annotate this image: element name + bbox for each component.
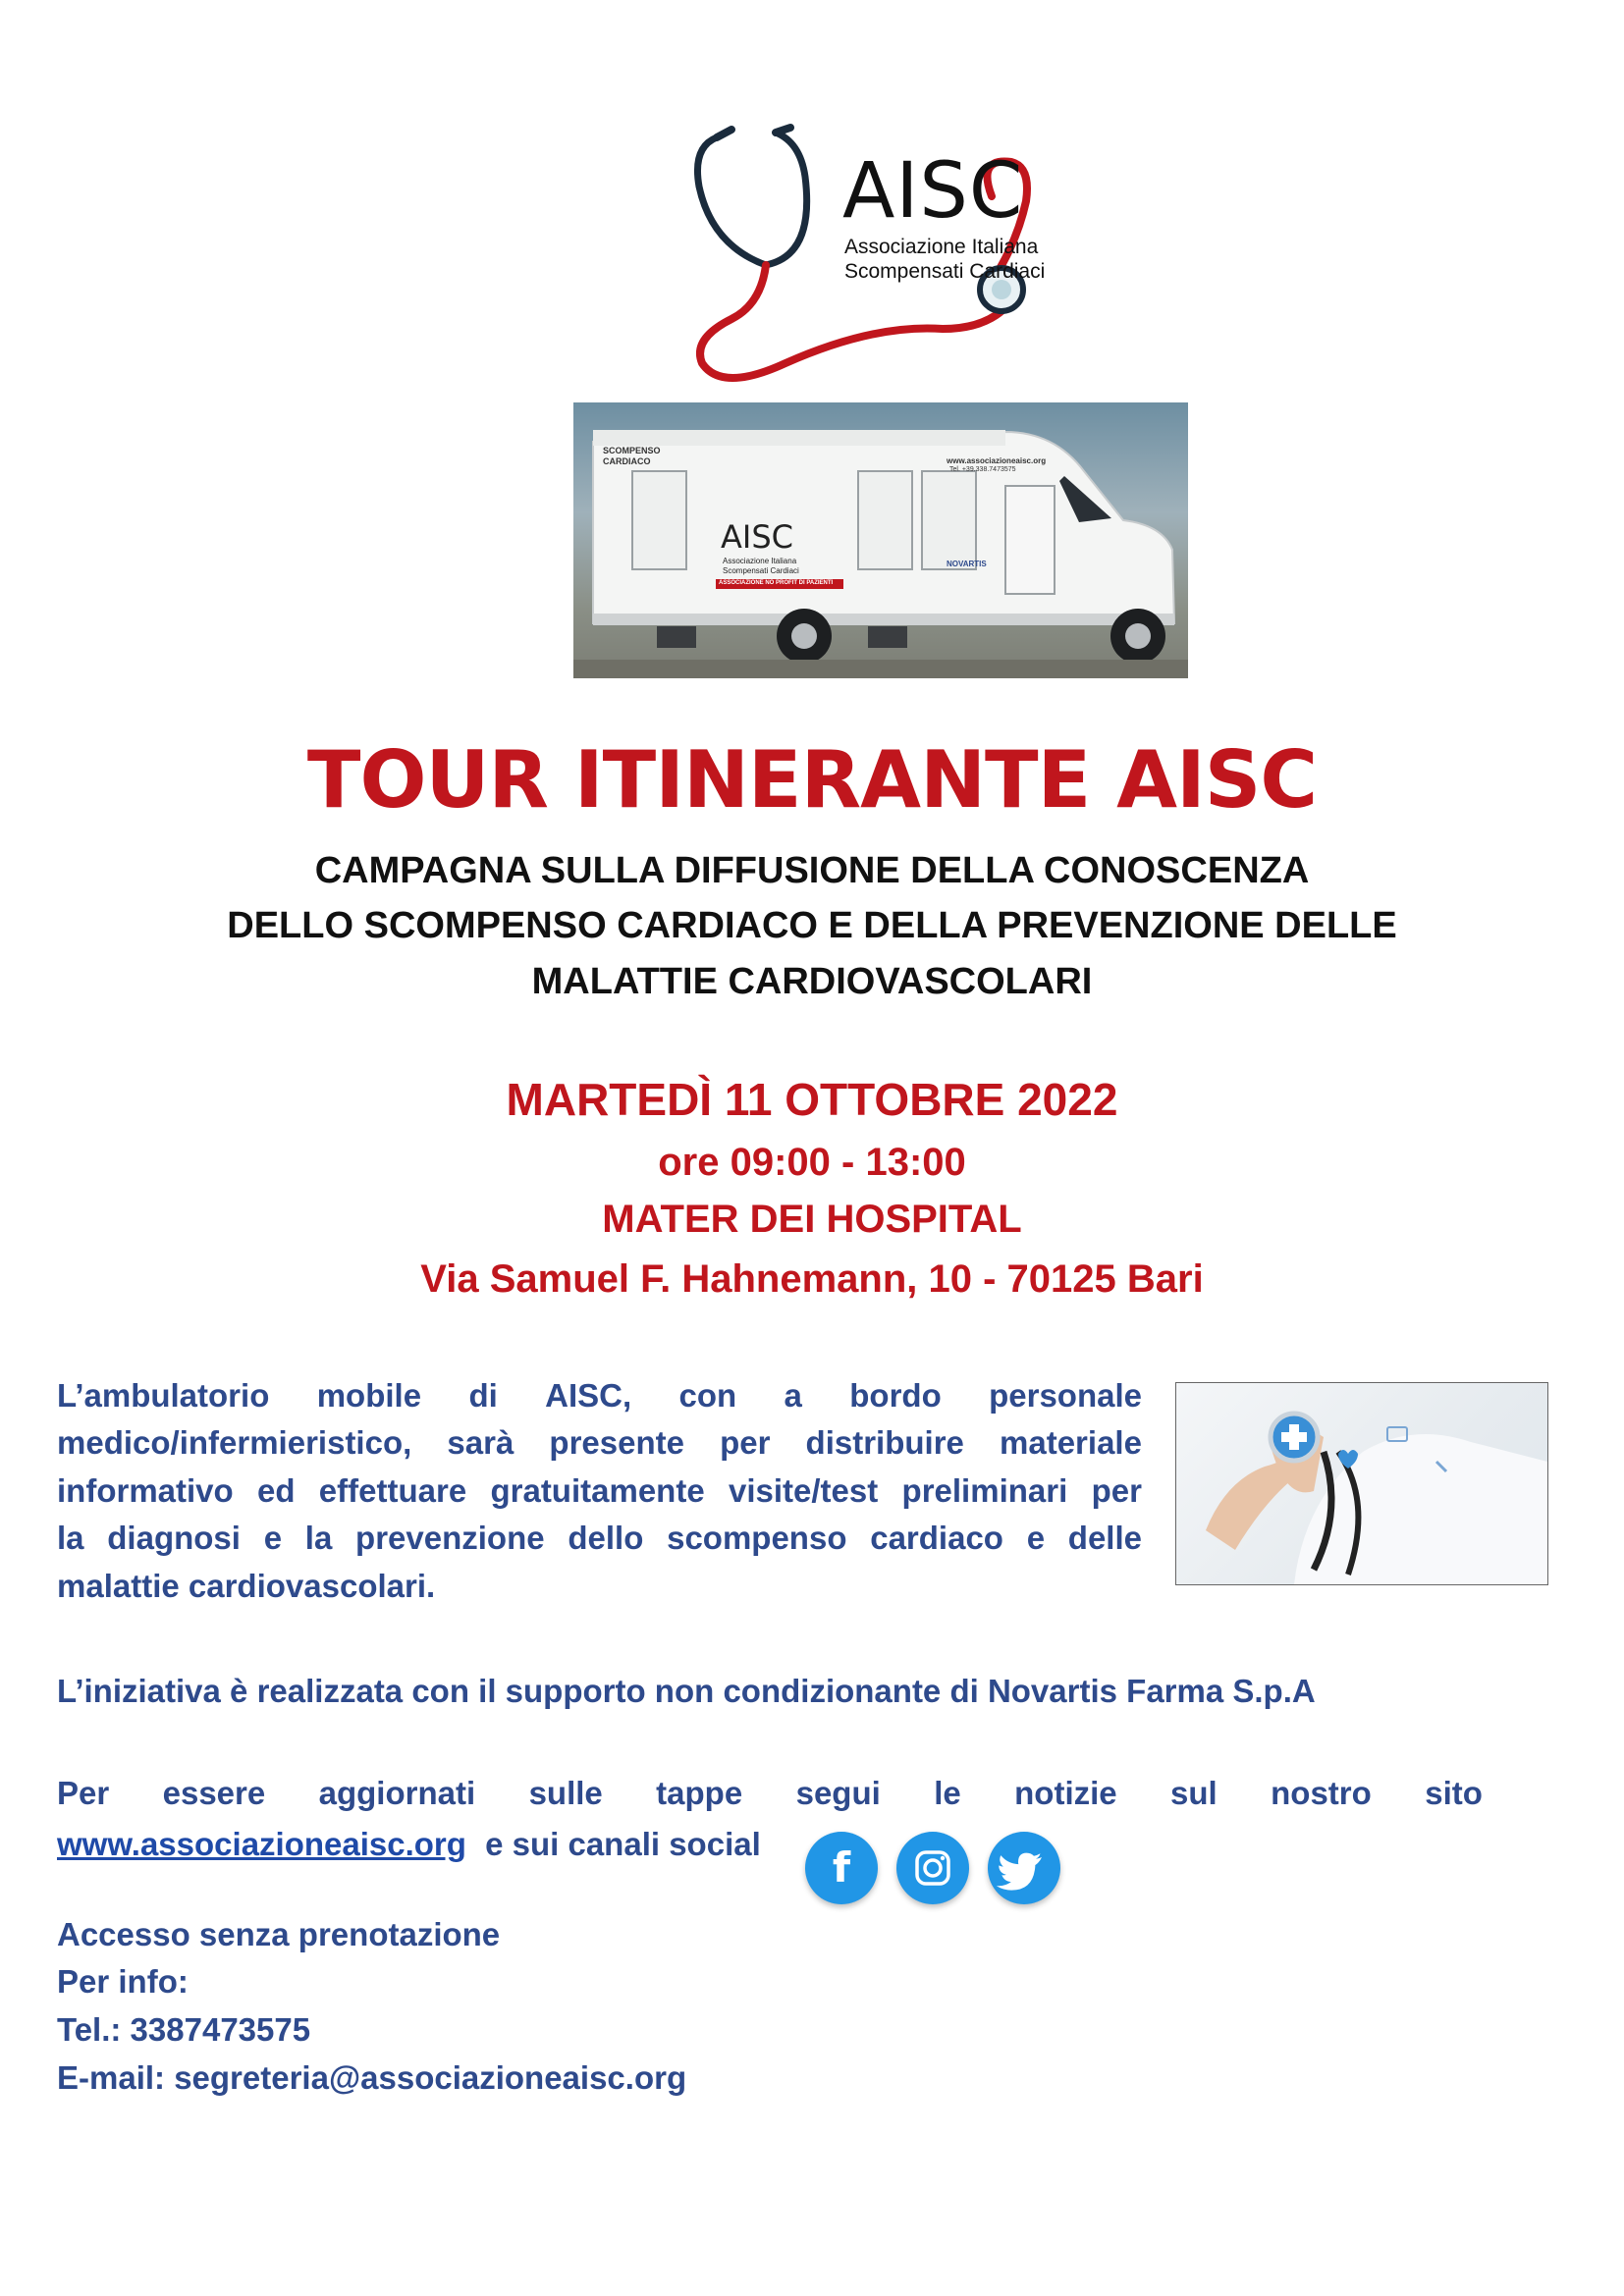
aisc-logo <box>677 118 1110 383</box>
description-word: distribuire <box>805 1424 964 1461</box>
event-date: MARTEDÌ 11 OTTOBRE 2022 <box>506 1074 1118 1125</box>
event-time: ore 09:00 - 13:00 <box>658 1141 966 1184</box>
updates-word: Per <box>57 1775 110 1811</box>
logo-brand: AISC <box>842 147 1024 236</box>
van-website: www.associazioneaisc.org <box>947 456 1047 465</box>
description-word: gratuitamente <box>490 1472 705 1509</box>
description-word: scompenso <box>667 1520 847 1556</box>
updates-word: segui <box>795 1775 881 1811</box>
van-logo-line-1: Associazione Italiana <box>723 557 797 565</box>
facebook-icon[interactable] <box>805 1832 878 1904</box>
description-word: diagnosi <box>107 1520 241 1556</box>
updates-word: sulle <box>528 1775 603 1811</box>
description-word: materiale <box>1000 1424 1142 1461</box>
website-link[interactable]: www.associazioneaisc.org <box>57 1826 466 1862</box>
description-word: e <box>1026 1520 1046 1556</box>
van-illustration <box>573 402 1188 678</box>
subtitle-line-3: MALATTIE CARDIOVASCOLARI <box>531 961 1093 1002</box>
updates-word: nostro <box>1271 1775 1372 1811</box>
description-word: preliminari <box>901 1472 1068 1509</box>
description-line <box>57 1424 1142 1462</box>
access-note: Accesso senza prenotazione <box>57 1916 501 1952</box>
updates-word: essere <box>162 1775 266 1811</box>
updates-word: notizie <box>1014 1775 1117 1811</box>
logo-line-1: Associazione Italiana <box>844 236 1039 258</box>
description-word: medico/infermieristico, <box>57 1424 412 1461</box>
description-word: la <box>304 1520 333 1556</box>
updates-word: tappe <box>656 1775 743 1811</box>
description-word: dello <box>568 1520 644 1556</box>
logo-line-2: Scompensati Cardiaci <box>844 260 1046 283</box>
description-word: a <box>784 1377 802 1414</box>
description-line <box>57 1472 1142 1510</box>
doctor-illustration <box>1176 1383 1547 1584</box>
facebook-glyph: f <box>832 1843 851 1892</box>
description-last-line: malattie cardiovascolari. <box>57 1568 436 1604</box>
event-address: Via Samuel F. Hahnemann, 10 - 70125 Bari <box>420 1257 1204 1301</box>
van-phone: Tel. +39.338.7473575 <box>949 466 1016 473</box>
description-word: prevenzione <box>355 1520 545 1556</box>
contact-tel: Tel.: 3387473575 <box>57 2011 311 2048</box>
description-word: la <box>57 1520 84 1556</box>
updates-word: aggiornati <box>318 1775 476 1811</box>
page-title: TOUR ITINERANTE AISC <box>306 734 1318 826</box>
description-word: di <box>468 1377 498 1414</box>
social-channels-text: e sui canali social <box>485 1826 761 1862</box>
van-logo-line-2: Scompensati Cardiaci <box>723 566 799 575</box>
instagram-icon[interactable] <box>896 1832 969 1904</box>
description-line <box>57 1520 1142 1557</box>
twitter-icon[interactable] <box>988 1832 1060 1904</box>
description-word: personale <box>989 1377 1142 1414</box>
sponsor-statement: L’iniziativa è realizzata con il supporto non condizionante di Novartis Farma S.p.A <box>57 1673 1316 1709</box>
info-label: Per info: <box>57 1963 189 2000</box>
description-word: effettuare <box>318 1472 467 1509</box>
updates-word: sito <box>1425 1775 1483 1811</box>
description-word: con <box>678 1377 737 1414</box>
subtitle-line-1: CAMPAGNA SULLA DIFFUSIONE DELLA CONOSCENZA <box>314 850 1310 891</box>
description-word: bordo <box>849 1377 942 1414</box>
description-line <box>57 1377 1142 1415</box>
van-banner-text: ASSOCIAZIONE NO PROFIT DI PAZIENTI <box>719 580 834 586</box>
description-word: delle <box>1067 1520 1142 1556</box>
contact-email: E-mail: segreteria@associazioneaisc.org <box>57 2059 687 2096</box>
updates-word: sul <box>1170 1775 1218 1811</box>
subtitle-line-2: DELLO SCOMPENSO CARDIACO E DELLA PREVENZIONE DELLE <box>227 905 1397 946</box>
mobile-clinic-van-photo <box>573 402 1188 678</box>
description-word: per <box>720 1424 771 1461</box>
twitter-bird-icon <box>988 1832 1060 1904</box>
description-word: AISC, <box>545 1377 632 1414</box>
description-word: mobile <box>316 1377 422 1414</box>
updates-word: le <box>934 1775 961 1811</box>
description-word: presente <box>549 1424 684 1461</box>
description-word: per <box>1091 1472 1142 1509</box>
van-label-cardiaco: CARDIACO <box>603 456 651 466</box>
description-word: e <box>263 1520 283 1556</box>
van-sponsor: NOVARTIS <box>947 560 987 568</box>
description-word: visite/test <box>728 1472 879 1509</box>
website-line <box>57 1826 761 1863</box>
description-word: ed <box>256 1472 296 1509</box>
van-logo-brand: AISC <box>721 518 793 556</box>
van-label-scompenso: SCOMPENSO <box>603 446 661 455</box>
updates-text <box>57 1775 1483 1812</box>
description-word: cardiaco <box>870 1520 1003 1556</box>
description-word: L’ambulatorio <box>57 1377 270 1414</box>
instagram-glyph-icon <box>896 1832 969 1904</box>
description-word: informativo <box>57 1472 234 1509</box>
event-venue: MATER DEI HOSPITAL <box>602 1198 1022 1241</box>
description-word: sarà <box>447 1424 514 1461</box>
doctor-stethoscope-photo <box>1175 1382 1548 1585</box>
